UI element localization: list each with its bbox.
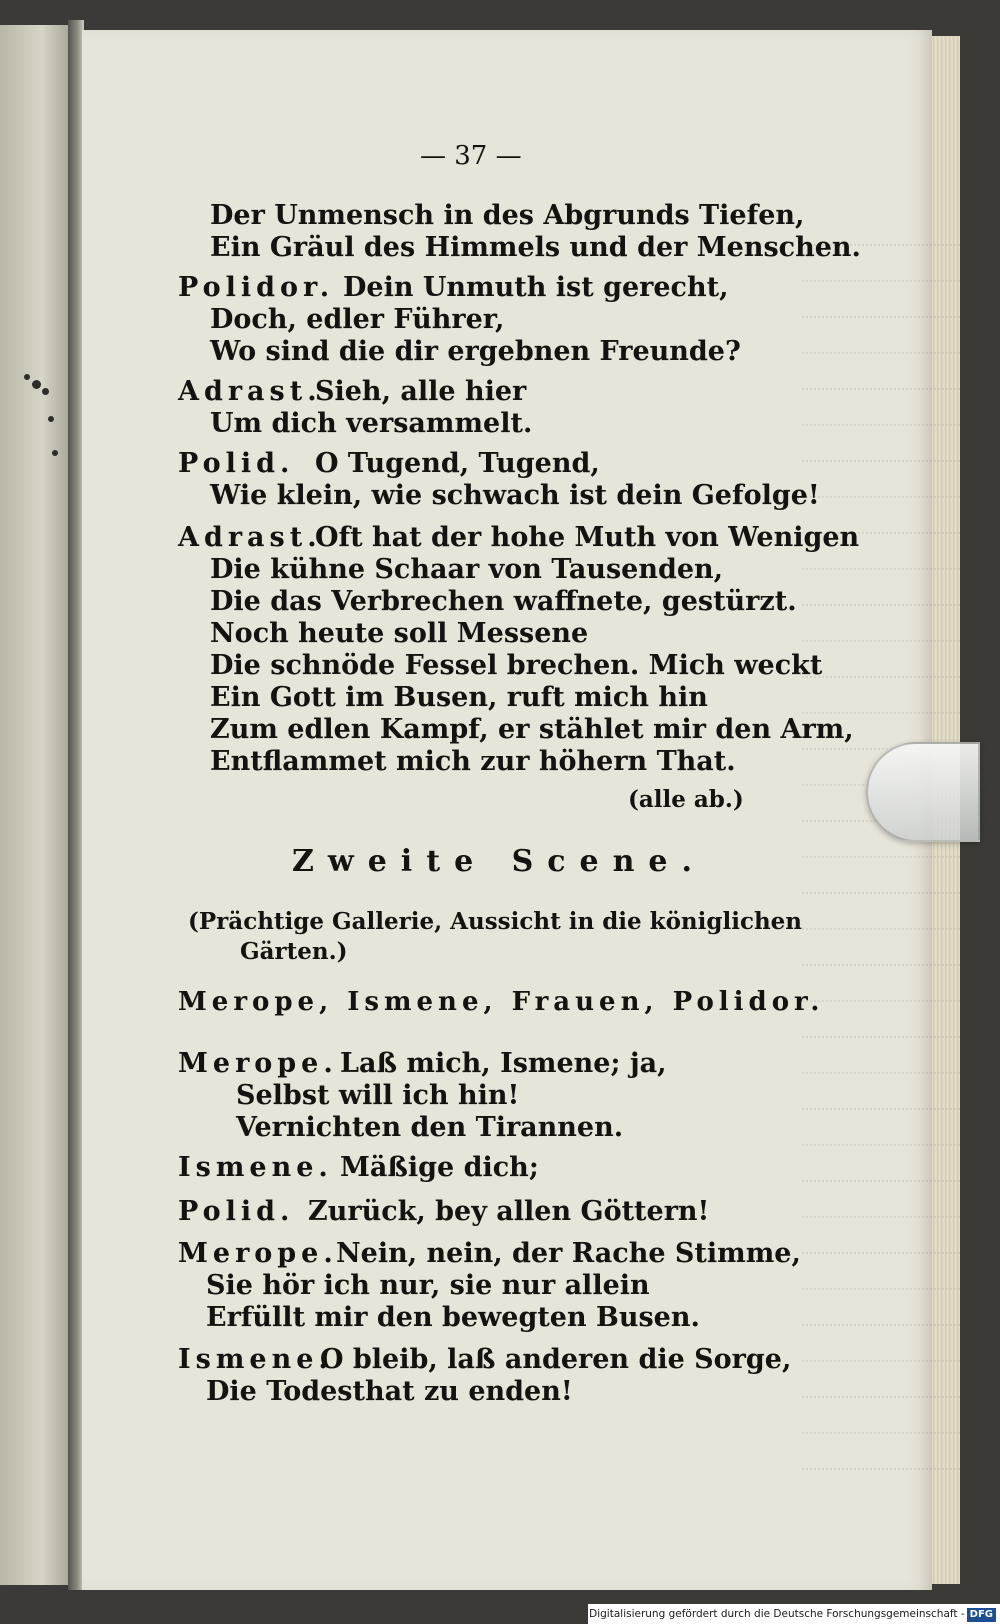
verse-line: Sieh, alle hier <box>315 376 527 407</box>
verse-line: Die kühne Schaar von Tausenden, <box>210 554 724 585</box>
verse-line: Doch, edler Führer, <box>210 304 505 335</box>
verse-line: Laß mich, Ismene; ja, <box>340 1048 667 1079</box>
verse-line: Dein Unmuth ist gerecht, <box>343 272 729 303</box>
stage-direction: (alle ab.) <box>628 786 744 813</box>
stage-direction: Gärten.) <box>240 938 348 965</box>
verse-line: Wo sind die dir ergebnen Freunde? <box>210 336 741 367</box>
credit-text: Digitalisierung gefördert durch die Deutsche Forschungsgemeinschaft - <box>589 1608 965 1620</box>
speaker-name: Ismene. <box>178 1344 333 1375</box>
verse-line: Sie hör ich nur, sie nur allein <box>206 1270 650 1301</box>
verse-line: O Tugend, Tugend, <box>315 448 600 479</box>
verse-line: Die schnöde Fessel brechen. Mich weckt <box>210 650 823 681</box>
verse-line: Die das Verbrechen waffnete, gestürzt. <box>210 586 797 617</box>
dfg-logo: DFG <box>967 1608 996 1622</box>
verse-line: Vernichten den Tirannen. <box>236 1112 624 1143</box>
verse-line: Selbst will ich hin! <box>236 1080 520 1111</box>
verse-line: O bleib, laß anderen die Sorge, <box>320 1344 792 1375</box>
speaker-name: Adrast. <box>178 522 322 553</box>
verse-line: Oft hat der hohe Muth von Wenigen <box>315 522 860 553</box>
verse-line: Um dich versammelt. <box>210 408 533 439</box>
verse-line: Ein Gräul des Himmels und der Menschen. <box>210 232 861 263</box>
verse-line: Zurück, bey allen Göttern! <box>308 1196 710 1227</box>
speaker-name: Merope. <box>178 1048 338 1079</box>
verse-line: Nein, nein, der Rache Stimme, <box>336 1238 801 1269</box>
verse-line: Der Unmensch in des Abgrunds Tiefen, <box>210 200 805 231</box>
speaker-name: Ismene. <box>178 1152 333 1183</box>
speaker-name: Polid. <box>178 1196 295 1227</box>
speaker-name: Adrast. <box>178 376 322 407</box>
page-number: — 37 — <box>420 141 522 171</box>
verse-line: Erfüllt mir den bewegten Busen. <box>206 1302 700 1333</box>
verse-line: Mäßige dich; <box>340 1152 539 1183</box>
verse-line: Noch heute soll Messene <box>210 618 589 649</box>
characters-list: Merope, Ismene, Frauen, Polidor. <box>178 987 825 1017</box>
scene-heading: Zweite Scene. <box>292 844 706 879</box>
speaker-name: Merope. <box>178 1238 338 1269</box>
verse-line: Entflammet mich zur höhern That. <box>210 746 736 777</box>
page-clip <box>866 742 980 842</box>
verse-line: Ein Gott im Busen, ruft mich hin <box>210 682 708 713</box>
verse-line: Zum edlen Kampf, er stählet mir den Arm, <box>210 714 854 745</box>
stage-direction: (Prächtige Gallerie, Aussicht in die königlichen <box>188 908 803 935</box>
verse-line: Wie klein, wie schwach ist dein Gefolge! <box>210 480 820 511</box>
digitization-credit <box>588 1604 1000 1624</box>
speaker-name: Polid. <box>178 448 295 479</box>
verse-line: Die Todesthat zu enden! <box>206 1376 573 1407</box>
speaker-name: Polidor. <box>178 272 335 303</box>
